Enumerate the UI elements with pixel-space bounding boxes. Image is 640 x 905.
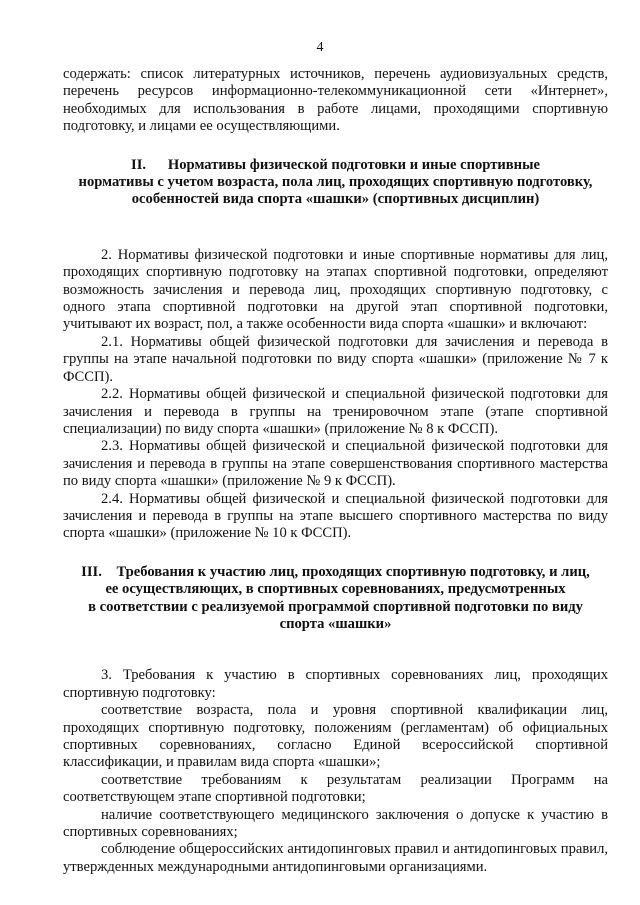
section-3-heading-line: спорта «шашки» <box>279 615 392 632</box>
requirement-item: соответствие возраста, пола и уровня спортивной квалификации лиц, проходящих спортивную подготовку, положениям (регламентам) об официальных спортивных соревнованиях, согласно Единой всероссийской спортивной классификации, и правилам вида спорта «шашки»; <box>63 702 608 771</box>
section-3-heading-line: ее осуществляющих, в спортивных соревнованиях, предусмотренных <box>105 581 566 598</box>
paragraph-2-3: 2.3. Нормативы общей физической и специальной физической подготовки для зачисления и перевода в группы на этапе совершенствования спортивного мастерства по виду спорта «шашки» (приложение № 9 к ФССП). <box>63 438 608 490</box>
requirement-item: соблюдение общероссийских антидопинговых правил и антидопинговых правил, утвержденных международными антидопинговыми организациями. <box>63 841 608 875</box>
page-number: 4 <box>316 40 324 55</box>
requirement-item: наличие соответствующего медицинского заключения о допуске к участию в спортивных соревнованиях; <box>63 806 608 841</box>
paragraph-2: 2. Нормативы физической подготовки и иные спортивные нормативы для лиц, проходящих спортивную подготовку на этапах спортивной подготовки, определяют возможность зачисления и перевода лиц, проходящих спортивную подготовку, с одного этапа спортивной подготовки на другой этап спортивной подготовки, учитывают их возраст, пол, а также особенности вида спорта «шашки» и включают: <box>63 246 608 333</box>
document-body <box>63 66 608 876</box>
section-2-heading <box>63 157 608 209</box>
paragraph-2-2: 2.2. Нормативы общей физической и специальной физической подготовки для зачисления и перевода в группы на тренировочном этапе (этапе спортивной специализации) по виду спорта «шашки» (приложение № 8 к ФССП). <box>63 386 608 437</box>
intro-paragraph: содержать: список литературных источников, перечень аудиовизуальных средств, перечень ресурсов информационно-телекоммуникационной сети «Интернет», необходимых для использования в работе лицами, проходящими спортивную подготовку, и лицами ее осуществляющими. <box>63 66 608 135</box>
requirement-item: соответствие требованиям к результатам реализации Программ на соответствующем этапе спортивной подготовки; <box>63 771 608 806</box>
section-3-heading-line: в соответствии с реализуемой программой спортивной подготовки по виду <box>88 598 583 615</box>
paragraph-2-4: 2.4. Нормативы общей физической и специальной физической подготовки для зачисления и перевода в группы на этапе высшего спортивного мастерства по виду спорта «шашки» (приложение № 10 к ФССП). <box>63 490 608 542</box>
section-2-heading-line: II. Нормативы физической подготовки и иные спортивные <box>131 156 540 173</box>
section-3-heading <box>63 564 608 634</box>
section-2-heading-line: особенностей вида спорта «шашки» (спортивных дисциплин) <box>131 191 540 208</box>
paragraph-3: 3. Требования к участию в спортивных соревнованиях лиц, проходящих спортивную подготовку: <box>63 667 608 701</box>
section-2-heading-line: нормативы с учетом возраста, пола лиц, проходящих спортивную подготовку, <box>78 174 593 191</box>
paragraph-2-1: 2.1. Нормативы общей физической подготовки для зачисления и перевода в группы на этапе начальной подготовки по виду спорта «шашки» (приложение № 7 к ФССП). <box>63 333 608 385</box>
section-3-heading-line: III. Требования к участию лиц, проходящих спортивную подготовку, и лиц, <box>81 563 590 580</box>
